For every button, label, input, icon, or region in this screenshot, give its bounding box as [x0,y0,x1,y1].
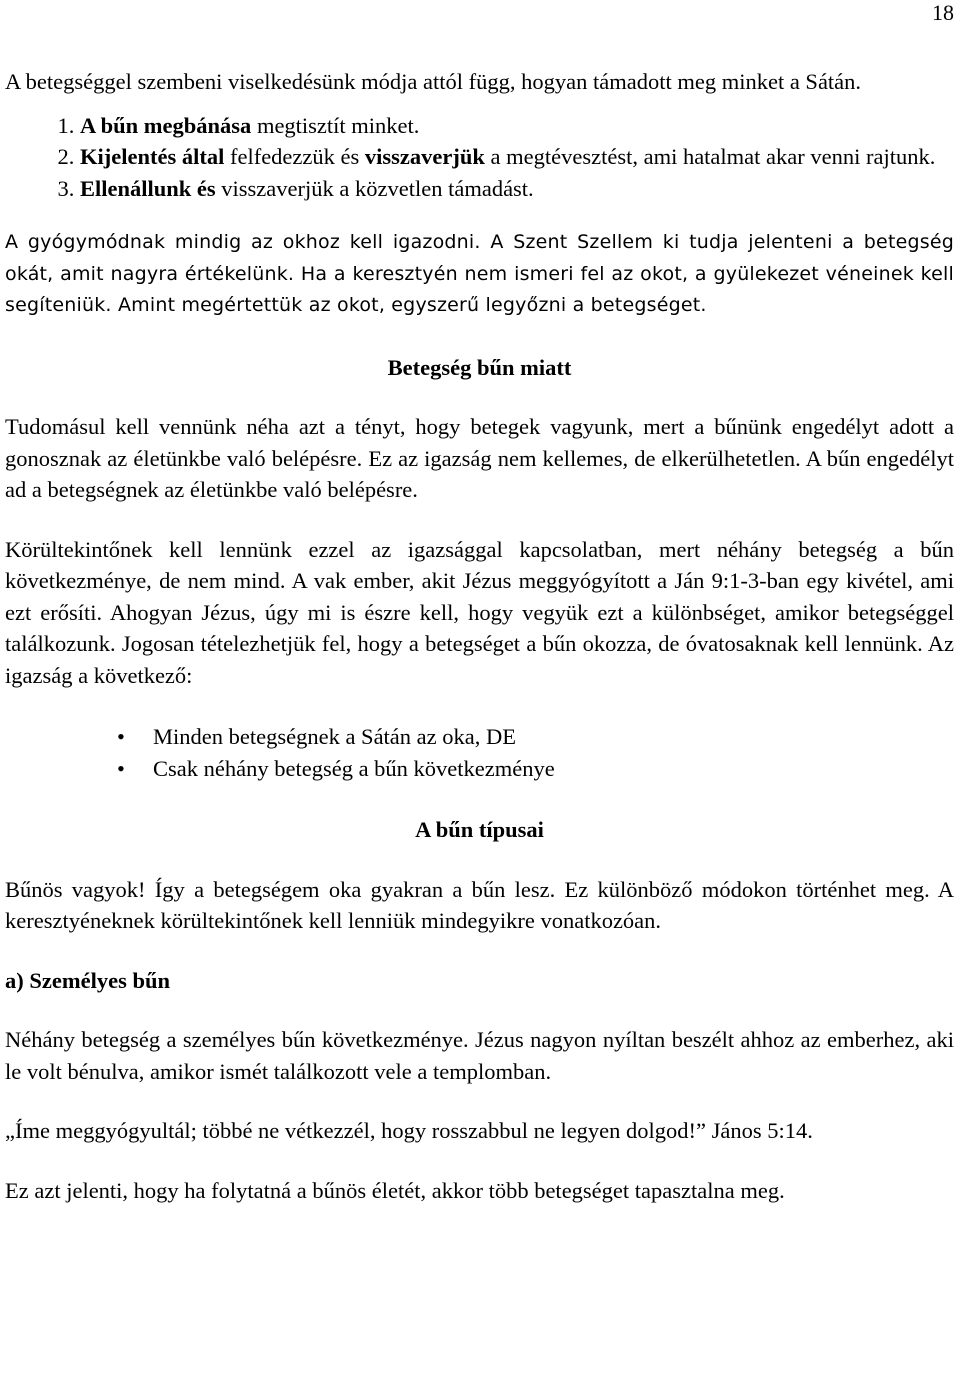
bullet-item [117,721,954,753]
bullet-item [117,753,954,785]
step-text: felfedezzük és [224,144,365,169]
step-text: visszaverjük a közvetlen támadást. [215,175,534,201]
truth-bullet-list [5,721,954,784]
cause-paragraph [5,227,954,322]
document-body [5,66,954,1206]
bullet-text: Minden betegségnek a Sátán az oka, DE [153,724,516,749]
section-heading: Betegség bűn miatt [387,354,572,380]
body-paragraph: Ez azt jelenti, hogy ha folytatná a bűnös életét, akkor több betegséget tapasztalna meg. [5,1177,785,1203]
bullet-text: Csak néhány betegség a bűn következménye [153,755,555,781]
body-paragraph: Tudomásul kell vennünk néha azt a tényt, hogy betegek vagyunk, mert a bűnünk engedélyt adott a gonosznak az életünkbe való belépésre. Ez az igazság nem kellemes, de elkerülhetetlen. A bűn engedélyt ad a betegségnek az életünkbe való belépésre. [5,414,954,502]
step-text: a megtévesztést, ami hatalmat akar venni rajtunk. [484,144,936,169]
page-number: 18 [932,0,954,25]
cause-text: Amint megértettük az okot, egyszerű legyőzni a betegséget. [117,294,707,316]
step-item [80,173,954,205]
step-item [80,110,954,142]
step-bold: A bűn megbánása [80,112,252,138]
step-bold: visszaverjük [364,144,485,169]
bullet-icon: • [117,755,125,781]
bullet-icon: • [117,724,125,749]
intro-paragraph: A betegséggel szembeni viselkedésünk módja attól függ, hogyan támadott meg minket a Sátán. [5,69,862,94]
scripture-quote: „Íme meggyógyultál; többé ne vétkezzél, hogy rosszabbul ne legyen dolgod!” János 5:14. [5,1118,813,1143]
section-heading: A bűn típusai [415,817,544,842]
response-steps-list [5,110,954,205]
body-paragraph: Körültekintőnek kell lennünk ezzel az igazsággal kapcsolatban, mert néhány betegség a bűn következménye, de nem mind. A vak ember, akit Jézus meggyógyított a Ján 9:1-3-ban egy kivétel, ami ezt erősíti. Ahogyan Jézus, úgy mi is észre kell, hogy vegyük ezt a különbséget, amikor betegséggel találkozunk. Jogosan tételezhetjük fel, hogy a betegséget a bűn okozza, de óvatosaknak kell lennünk. Az igazság a következő: [5,536,954,688]
step-bold: Ellenállunk és [80,175,216,201]
cause-text: A gyógymódnak mindig az okhoz kell igazodni. A Szent Szellem ki tudja jelenteni a betegség okát, amit nagyra értékelünk. Ha a keresztyén nem ismeri fel az okot, a gyülekezet véneinek kell segíteniük. [5,231,954,316]
step-item [80,141,954,173]
body-paragraph: Néhány betegség a személyes bűn következménye. Jézus nagyon nyíltan beszélt ahhoz az emberhez, aki le volt bénulva, amikor ismét találkozott vele a templomban. [5,1027,954,1084]
body-paragraph: Bűnös vagyok! Így a betegségem oka gyakran a bűn lesz. Ez különböző módokon történhet meg. A keresztyéneknek körültekintőnek kell lenniük mindegyikre vonatkozóan. [5,876,954,933]
step-text: megtisztít minket. [251,112,420,138]
subsection-heading: a) Személyes bűn [5,967,170,993]
step-bold: Kijelentés által [80,144,225,169]
